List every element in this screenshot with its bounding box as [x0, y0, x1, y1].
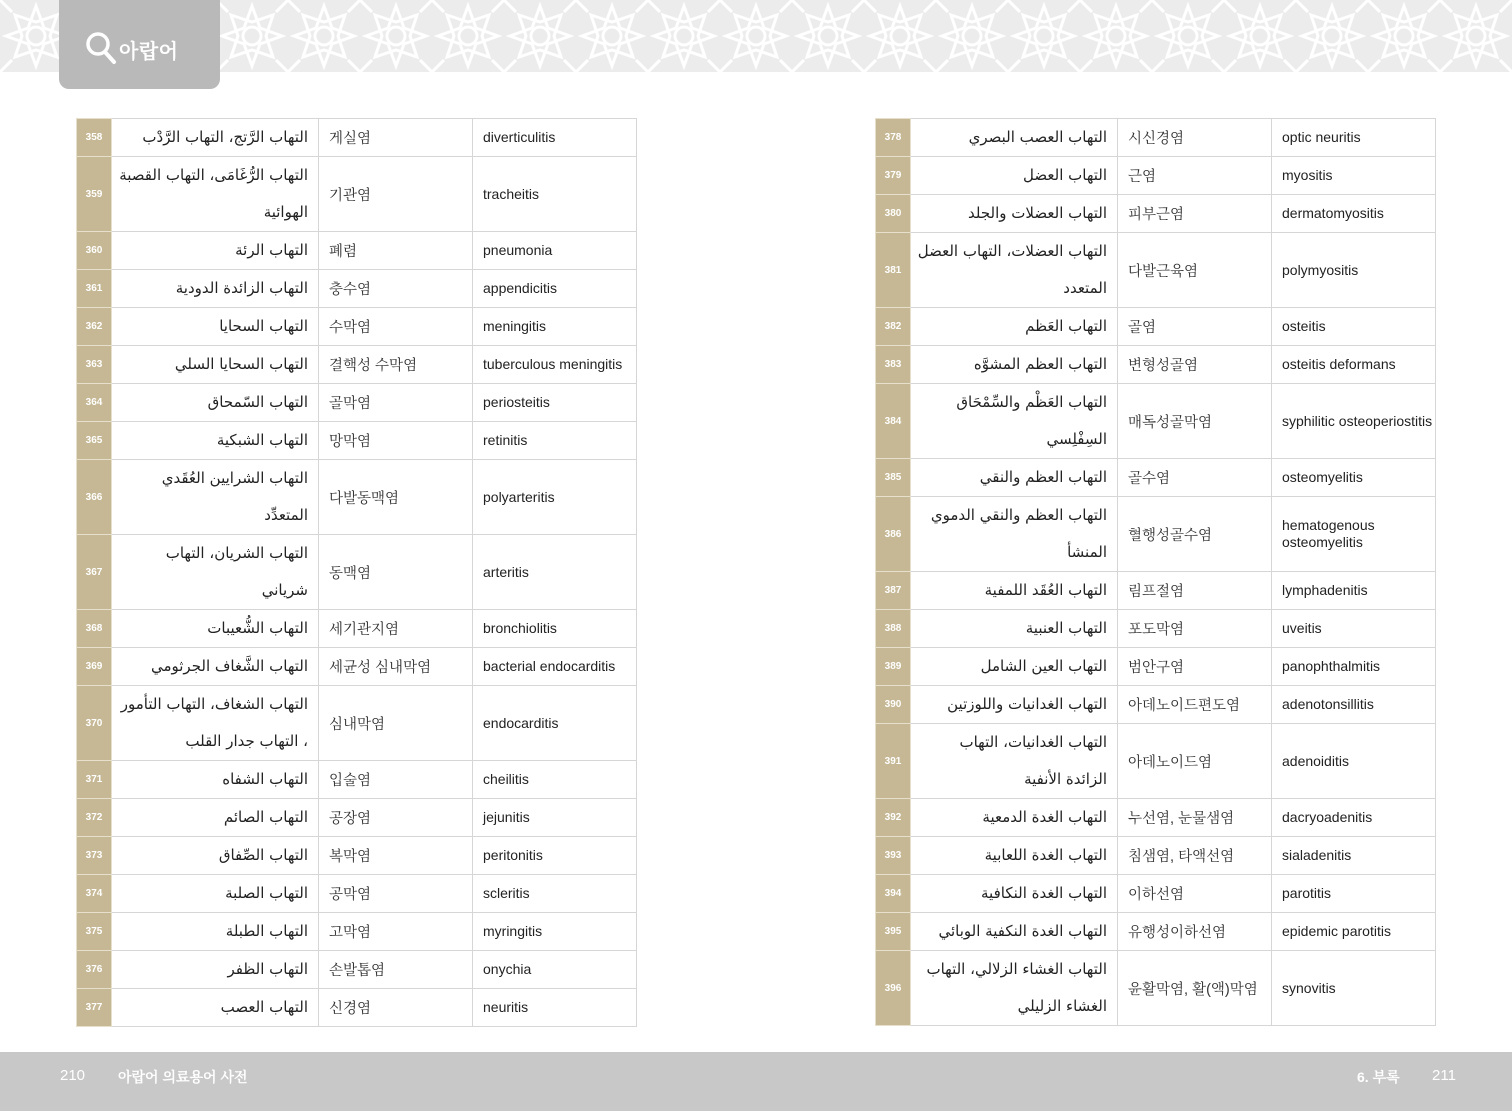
- entry-number: 359: [77, 157, 112, 232]
- english-term: synovitis: [1272, 951, 1436, 1026]
- korean-term: 시신경염: [1118, 119, 1272, 157]
- arabic-term: التهاب الزائدة الدودية: [112, 270, 319, 308]
- table-row: [876, 875, 1436, 913]
- geometric-pattern: [0, 0, 1512, 72]
- entry-number: 385: [876, 459, 911, 497]
- korean-term: 범안구염: [1118, 648, 1272, 686]
- korean-term: 충수염: [319, 270, 473, 308]
- korean-term: 골막염: [319, 384, 473, 422]
- english-term: periosteitis: [473, 384, 637, 422]
- arabic-term: التهاب الغدة النكفية الوبائي: [911, 913, 1118, 951]
- table-row: [876, 119, 1436, 157]
- arabic-term: التهاب العظم المشوَّه: [911, 346, 1118, 384]
- arabic-term: التهاب الرَّتج، التهاب الرَّدْب: [112, 119, 319, 157]
- table-row: [77, 989, 637, 1027]
- arabic-term: التهاب العظم والنقي الدموي المنشأ: [911, 497, 1118, 572]
- term-table-right: [875, 118, 1436, 1026]
- table-row: [876, 837, 1436, 875]
- table-row: [77, 157, 637, 232]
- table-row: [77, 686, 637, 761]
- english-term: arteritis: [473, 535, 637, 610]
- arabic-term: التهاب الغدة الدمعية: [911, 799, 1118, 837]
- table-row: [77, 913, 637, 951]
- table-row: [876, 157, 1436, 195]
- entry-number: 393: [876, 837, 911, 875]
- entry-number: 375: [77, 913, 112, 951]
- arabic-term: التهاب الغشاء الزلالي، التهاب الغشاء الزليلي: [911, 951, 1118, 1026]
- arabic-term: التهاب الصلبة: [112, 875, 319, 913]
- korean-term: 혈행성골수염: [1118, 497, 1272, 572]
- arabic-term: التهاب السّمحاق: [112, 384, 319, 422]
- korean-term: 게실염: [319, 119, 473, 157]
- korean-term: 매독성골막염: [1118, 384, 1272, 459]
- table-row: [77, 422, 637, 460]
- table-row: [77, 648, 637, 686]
- table-row: [876, 610, 1436, 648]
- arabic-term: التهاب الظفر: [112, 951, 319, 989]
- header-pattern-band: [0, 0, 1512, 72]
- korean-term: 골수염: [1118, 459, 1272, 497]
- english-term: tuberculous meningitis: [473, 346, 637, 384]
- arabic-term: التهاب العضلات والجلد: [911, 195, 1118, 233]
- english-term: myositis: [1272, 157, 1436, 195]
- table-row: [77, 875, 637, 913]
- arabic-term: التهاب الصِّفاق: [112, 837, 319, 875]
- arabic-term: التهاب العظم والنقي: [911, 459, 1118, 497]
- table-row: [77, 951, 637, 989]
- arabic-term: التهاب العين الشامل: [911, 648, 1118, 686]
- entry-number: 360: [77, 232, 112, 270]
- left-page-number: 210: [60, 1067, 86, 1084]
- entry-number: 363: [77, 346, 112, 384]
- entry-number: 389: [876, 648, 911, 686]
- entry-number: 372: [77, 799, 112, 837]
- korean-term: 세균성 심내막염: [319, 648, 473, 686]
- entry-number: 366: [77, 460, 112, 535]
- table-row: [876, 384, 1436, 459]
- table-row: [876, 572, 1436, 610]
- entry-number: 370: [77, 686, 112, 761]
- arabic-term: التهاب العَظْم والسِّمْحَاق السِفْلِسي: [911, 384, 1118, 459]
- arabic-term: التهاب السحايا السلي: [112, 346, 319, 384]
- entry-number: 394: [876, 875, 911, 913]
- english-term: sialadenitis: [1272, 837, 1436, 875]
- arabic-term: التهاب العُقَد اللمفية: [911, 572, 1118, 610]
- korean-term: 공장염: [319, 799, 473, 837]
- table-row: [876, 195, 1436, 233]
- table-row: [77, 610, 637, 648]
- korean-term: 심내막염: [319, 686, 473, 761]
- korean-term: 손발톱염: [319, 951, 473, 989]
- english-term: peritonitis: [473, 837, 637, 875]
- entry-number: 368: [77, 610, 112, 648]
- arabic-term: التهاب الصائم: [112, 799, 319, 837]
- english-term: optic neuritis: [1272, 119, 1436, 157]
- table-row: [876, 459, 1436, 497]
- table-row: [876, 951, 1436, 1026]
- korean-term: 림프절염: [1118, 572, 1272, 610]
- korean-term: 고막염: [319, 913, 473, 951]
- right-page-number: 211: [1432, 1067, 1456, 1084]
- korean-term: 누선염, 눈물샘염: [1118, 799, 1272, 837]
- english-term: meningitis: [473, 308, 637, 346]
- arabic-term: التهاب الغدة النكافية: [911, 875, 1118, 913]
- arabic-term: التهاب العصب: [112, 989, 319, 1027]
- english-term: appendicitis: [473, 270, 637, 308]
- entry-number: 377: [77, 989, 112, 1027]
- korean-term: 유행성이하선염: [1118, 913, 1272, 951]
- table-row: [77, 799, 637, 837]
- english-term: parotitis: [1272, 875, 1436, 913]
- english-term: osteitis deformans: [1272, 346, 1436, 384]
- korean-term: 변형성골염: [1118, 346, 1272, 384]
- english-term: hematogenous osteomyelitis: [1272, 497, 1436, 572]
- english-term: uveitis: [1272, 610, 1436, 648]
- english-term: jejunitis: [473, 799, 637, 837]
- entry-number: 362: [77, 308, 112, 346]
- korean-term: 다발동맥염: [319, 460, 473, 535]
- arabic-term: التهاب الغدانيات واللوزتين: [911, 686, 1118, 724]
- table-row: [77, 460, 637, 535]
- entry-number: 396: [876, 951, 911, 1026]
- korean-term: 아데노이드염: [1118, 724, 1272, 799]
- table-row: [77, 837, 637, 875]
- entry-number: 391: [876, 724, 911, 799]
- entry-number: 395: [876, 913, 911, 951]
- arabic-term: التهاب الغدانيات، التهاب الزائدة الأنفية: [911, 724, 1118, 799]
- korean-term: 세기관지염: [319, 610, 473, 648]
- term-table-left: [76, 118, 637, 1027]
- table-row: [77, 270, 637, 308]
- english-term: scleritis: [473, 875, 637, 913]
- section-title: 6. 부록: [1357, 1069, 1400, 1085]
- english-term: osteomyelitis: [1272, 459, 1436, 497]
- korean-term: 아데노이드편도염: [1118, 686, 1272, 724]
- page-footer: [0, 1052, 1512, 1111]
- korean-term: 골염: [1118, 308, 1272, 346]
- entry-number: 378: [876, 119, 911, 157]
- korean-term: 윤활막염, 활(액)막염: [1118, 951, 1272, 1026]
- entry-number: 380: [876, 195, 911, 233]
- english-term: retinitis: [473, 422, 637, 460]
- korean-term: 이하선염: [1118, 875, 1272, 913]
- english-term: neuritis: [473, 989, 637, 1027]
- english-term: endocarditis: [473, 686, 637, 761]
- table-row: [77, 346, 637, 384]
- arabic-term: التهاب العضل: [911, 157, 1118, 195]
- table-row: [77, 232, 637, 270]
- english-term: epidemic parotitis: [1272, 913, 1436, 951]
- arabic-term: التهاب الرُّغَامَى، التهاب القصبة الهوائية: [112, 157, 319, 232]
- entry-number: 382: [876, 308, 911, 346]
- english-term: dermatomyositis: [1272, 195, 1436, 233]
- book-title: 아랍어 의료용어 사전: [118, 1069, 248, 1085]
- korean-term: 동맥염: [319, 535, 473, 610]
- arabic-term: التهاب الشفاه: [112, 761, 319, 799]
- korean-term: 신경염: [319, 989, 473, 1027]
- arabic-term: التهاب الشُّعيبات: [112, 610, 319, 648]
- korean-term: 다발근육염: [1118, 233, 1272, 308]
- table-row: [876, 799, 1436, 837]
- korean-term: 결핵성 수막염: [319, 346, 473, 384]
- korean-term: 피부근염: [1118, 195, 1272, 233]
- arabic-term: التهاب الغدة اللعابية: [911, 837, 1118, 875]
- arabic-term: التهاب الرئة: [112, 232, 319, 270]
- english-term: adenotonsillitis: [1272, 686, 1436, 724]
- arabic-term: التهاب الشبكية: [112, 422, 319, 460]
- english-term: dacryoadenitis: [1272, 799, 1436, 837]
- english-term: diverticulitis: [473, 119, 637, 157]
- english-term: myringitis: [473, 913, 637, 951]
- table-row: [77, 761, 637, 799]
- table-row: [876, 686, 1436, 724]
- korean-term: 기관염: [319, 157, 473, 232]
- arabic-term: التهاب الشَّغاف الجرثومي: [112, 648, 319, 686]
- english-term: bronchiolitis: [473, 610, 637, 648]
- arabic-term: التهاب الشغاف، التهاب التأمور ، التهاب جدار القلب: [112, 686, 319, 761]
- entry-number: 386: [876, 497, 911, 572]
- arabic-term: التهاب العصب البصري: [911, 119, 1118, 157]
- korean-term: 침샘염, 타액선염: [1118, 837, 1272, 875]
- english-term: adenoiditis: [1272, 724, 1436, 799]
- table-row: [876, 308, 1436, 346]
- tab-label: 아랍어: [119, 41, 179, 63]
- entry-number: 383: [876, 346, 911, 384]
- korean-term: 수막염: [319, 308, 473, 346]
- entry-number: 371: [77, 761, 112, 799]
- korean-term: 포도막염: [1118, 610, 1272, 648]
- table-row: [876, 913, 1436, 951]
- english-term: cheilitis: [473, 761, 637, 799]
- english-term: osteitis: [1272, 308, 1436, 346]
- table-row: [876, 724, 1436, 799]
- arabic-term: التهاب الشرايين العُقَدي المتعدِّد: [112, 460, 319, 535]
- entry-number: 379: [876, 157, 911, 195]
- english-term: bacterial endocarditis: [473, 648, 637, 686]
- table-row: [77, 308, 637, 346]
- entry-number: 387: [876, 572, 911, 610]
- entry-number: 392: [876, 799, 911, 837]
- korean-term: 폐렴: [319, 232, 473, 270]
- entry-number: 369: [77, 648, 112, 686]
- english-term: lymphadenitis: [1272, 572, 1436, 610]
- arabic-term: التهاب الطبلة: [112, 913, 319, 951]
- entry-number: 388: [876, 610, 911, 648]
- arabic-term: التهاب السحايا: [112, 308, 319, 346]
- table-row: [876, 233, 1436, 308]
- arabic-term: التهاب الشريان، التهاب شرياني: [112, 535, 319, 610]
- english-term: pneumonia: [473, 232, 637, 270]
- arabic-term: التهاب العضلات، التهاب العضل المتعدد: [911, 233, 1118, 308]
- entry-number: 381: [876, 233, 911, 308]
- language-tab[interactable]: [59, 0, 220, 89]
- search-icon: [85, 31, 117, 65]
- entry-number: 364: [77, 384, 112, 422]
- english-term: syphilitic osteoperiostitis: [1272, 384, 1436, 459]
- table-row: [77, 535, 637, 610]
- english-term: panophthalmitis: [1272, 648, 1436, 686]
- english-term: polyarteritis: [473, 460, 637, 535]
- korean-term: 복막염: [319, 837, 473, 875]
- table-row: [77, 384, 637, 422]
- korean-term: 공막염: [319, 875, 473, 913]
- entry-number: 367: [77, 535, 112, 610]
- table-row: [876, 497, 1436, 572]
- english-term: tracheitis: [473, 157, 637, 232]
- entry-number: 361: [77, 270, 112, 308]
- entry-number: 365: [77, 422, 112, 460]
- table-row: [876, 648, 1436, 686]
- entry-number: 358: [77, 119, 112, 157]
- arabic-term: التهاب العَظم: [911, 308, 1118, 346]
- entry-number: 384: [876, 384, 911, 459]
- english-term: polymyositis: [1272, 233, 1436, 308]
- korean-term: 근염: [1118, 157, 1272, 195]
- english-term: onychia: [473, 951, 637, 989]
- korean-term: 입술염: [319, 761, 473, 799]
- entry-number: 373: [77, 837, 112, 875]
- entry-number: 376: [77, 951, 112, 989]
- entry-number: 390: [876, 686, 911, 724]
- table-row: [876, 346, 1436, 384]
- entry-number: 374: [77, 875, 112, 913]
- korean-term: 망막염: [319, 422, 473, 460]
- arabic-term: التهاب العنبية: [911, 610, 1118, 648]
- table-row: [77, 119, 637, 157]
